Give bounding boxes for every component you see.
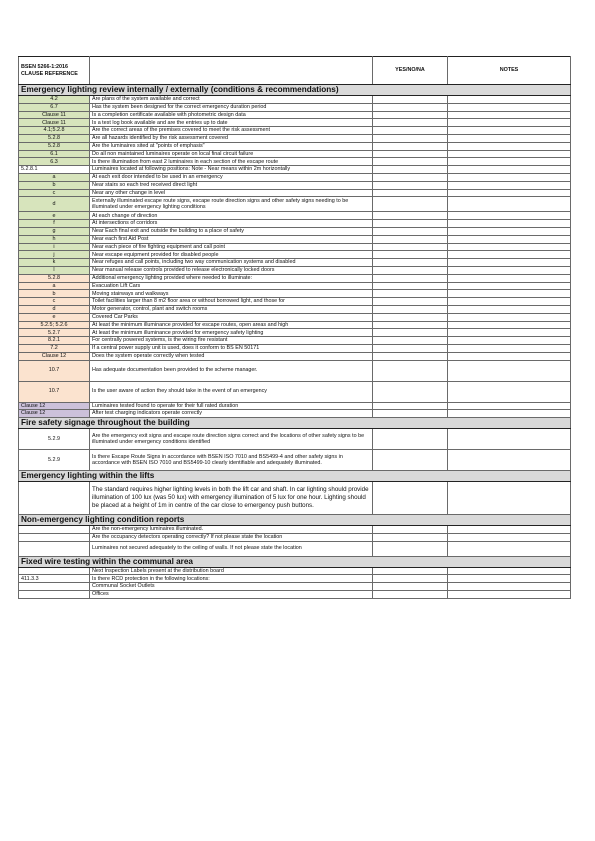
clause-ref: b [19, 290, 90, 298]
checklist-row [19, 282, 571, 290]
check-description: Offices [90, 591, 373, 599]
check-description: If a central power supply unit is used, does it conform to BS EN 50171 [90, 344, 373, 352]
notes-cell[interactable] [448, 158, 571, 166]
clause-ref: e [19, 313, 90, 321]
clause-ref: 5.2.9 [19, 429, 90, 450]
notes-cell[interactable] [448, 103, 571, 111]
clause-ref: 7.2 [19, 344, 90, 352]
checklist-row [19, 266, 571, 274]
yes-no-na-cell[interactable] [373, 158, 448, 166]
check-description: Is a test log book available and are the entries up to date [90, 119, 373, 127]
yes-no-na-cell[interactable] [373, 410, 448, 418]
clause-ref: d [19, 305, 90, 313]
check-description: Luminaires located at following positions: Note - Near means within 2m horizontally [90, 166, 373, 174]
yes-no-na-cell[interactable] [373, 119, 448, 127]
section-title: Non-emergency lighting condition reports [19, 515, 571, 526]
notes-cell[interactable] [448, 127, 571, 135]
checklist-row [19, 298, 571, 306]
checklist-row [19, 575, 571, 583]
yes-no-na-cell[interactable] [373, 352, 448, 360]
notes-cell[interactable] [448, 329, 571, 337]
check-description: For centrally powered systems, is the wiring fire resistant [90, 337, 373, 345]
check-description: At each exit door intended to be used in an emergency [90, 173, 373, 181]
checklist-row [19, 305, 571, 313]
notes-cell[interactable] [448, 290, 571, 298]
notes-cell[interactable] [448, 360, 571, 381]
notes-cell[interactable] [448, 583, 571, 591]
check-description: Near Each final exit and outside the building to a place of safety [90, 227, 373, 235]
check-description: Near each first Aid Post [90, 235, 373, 243]
yes-no-na-cell[interactable] [373, 103, 448, 111]
yes-no-na-cell[interactable] [373, 142, 448, 150]
checklist-row [19, 96, 571, 104]
check-description: Are the occupancy detectors operating correctly? If not please state the location [90, 533, 373, 541]
yes-no-na-cell[interactable] [373, 360, 448, 381]
clause-ref: 5.2.5; 5.2.6 [19, 321, 90, 329]
yes-no-na-cell[interactable] [373, 337, 448, 345]
checklist-row [19, 526, 571, 534]
check-description: Has adequate documentation been provided to the scheme manager. [90, 360, 373, 381]
clause-ref: b [19, 181, 90, 189]
notes-cell[interactable] [448, 189, 571, 197]
notes-cell[interactable] [448, 344, 571, 352]
clause-ref: e [19, 212, 90, 220]
clause-ref: j [19, 251, 90, 259]
checklist-row [19, 142, 571, 150]
yes-no-na-cell[interactable] [373, 266, 448, 274]
yes-no-na-cell[interactable] [373, 450, 448, 471]
check-description: Does the system operate correctly when tested [90, 352, 373, 360]
clause-ref: 5.2.9 [19, 450, 90, 471]
yes-no-na-cell[interactable] [373, 197, 448, 212]
checklist-row [19, 243, 571, 251]
check-description: Covered Car Parks [90, 313, 373, 321]
notes-cell[interactable] [448, 541, 571, 556]
check-description: Is there RCD protection in the following locations: [90, 575, 373, 583]
checklist-row [19, 189, 571, 197]
check-description: Near stairs so each tred received direct light [90, 181, 373, 189]
yes-no-na-cell[interactable] [373, 282, 448, 290]
clause-ref [19, 591, 90, 599]
check-description: Near each piece of fire fighting equipment and call point [90, 243, 373, 251]
check-description: At least the minimum illuminance provided for escape routes, open areas and high [90, 321, 373, 329]
check-description: Moving stairways and walkways [90, 290, 373, 298]
yes-no-na-header: YES/NO/NA [373, 57, 448, 85]
yes-no-na-cell[interactable] [373, 533, 448, 541]
checklist-row [19, 533, 571, 541]
checklist-table [18, 56, 571, 599]
yes-no-na-cell[interactable] [373, 150, 448, 158]
clause-ref: 4.1;5.2.8 [19, 127, 90, 135]
checklist-row [19, 259, 571, 267]
notes-cell[interactable] [448, 197, 571, 212]
clause-ref: l [19, 266, 90, 274]
yes-no-na-cell[interactable] [373, 243, 448, 251]
notes-cell[interactable] [448, 220, 571, 228]
notes-cell[interactable] [448, 181, 571, 189]
clause-ref: Clause 12 [19, 402, 90, 410]
checklist-row [19, 173, 571, 181]
clause-ref: d [19, 197, 90, 212]
notes-cell[interactable] [448, 567, 571, 575]
clause-ref: Clause 11 [19, 111, 90, 119]
checklist-row [19, 402, 571, 410]
yes-no-na-cell[interactable] [373, 482, 448, 515]
clause-ref [19, 533, 90, 541]
yes-no-na-cell[interactable] [373, 235, 448, 243]
yes-no-na-cell[interactable] [373, 166, 448, 174]
clause-ref: Clause 11 [19, 119, 90, 127]
section-header [19, 515, 571, 526]
clause-ref: c [19, 189, 90, 197]
checklist-row [19, 119, 571, 127]
notes-cell[interactable] [448, 410, 571, 418]
section-title: Emergency lighting review internally / externally (conditions & recommendations) [19, 85, 571, 96]
check-description: Are all hazards identified by the risk assessment covered [90, 134, 373, 142]
check-description: Additional emergency lighting provided where needed to illuminate: [90, 274, 373, 282]
checklist-row [19, 111, 571, 119]
notes-cell[interactable] [448, 134, 571, 142]
yes-no-na-cell[interactable] [373, 189, 448, 197]
yes-no-na-cell[interactable] [373, 526, 448, 534]
notes-cell[interactable] [448, 575, 571, 583]
notes-cell[interactable] [448, 402, 571, 410]
check-description: Is there Escape Route Signs in accordance with BSEN ISO 7010 and BS5499-4 and other safety signs in accordance with BSEN ISO 7010 and BS5499-10 clearly identifiable and adequately illuminated. [90, 450, 373, 471]
yes-no-na-cell[interactable] [373, 583, 448, 591]
clause-ref: 5.2.8.1 [19, 166, 90, 174]
clause-ref: a [19, 173, 90, 181]
clause-ref [19, 526, 90, 534]
check-description: Are the correct areas of the premises covered to meet the risk assessment [90, 127, 373, 135]
clause-reference-label: CLAUSE REFERENCE [21, 70, 78, 77]
notes-cell[interactable] [448, 96, 571, 104]
notes-cell[interactable] [448, 227, 571, 235]
check-description: Are the emergency exit signs and escape route direction signs correct and the locations of other safety signs to be illuminated under emergency conditions identified [90, 429, 373, 450]
checklist-row [19, 181, 571, 189]
notes-cell[interactable] [448, 591, 571, 599]
check-description: The standard requires higher lighting levels in both the lift car and shaft. In car lighting should provide illumination of 100 lux (was 50 lux) with emergency illumination of 5 lux for one hour. Lighting should be placed at a height of 1m in centre of the car close to emergency push buttons. [90, 482, 373, 515]
checklist-row [19, 127, 571, 135]
clause-ref: Clause 12 [19, 410, 90, 418]
yes-no-na-cell[interactable] [373, 591, 448, 599]
notes-cell[interactable] [448, 173, 571, 181]
notes-cell[interactable] [448, 305, 571, 313]
yes-no-na-cell[interactable] [373, 227, 448, 235]
notes-cell[interactable] [448, 429, 571, 450]
check-description: Near manual release controls provided to release electronically locked doors [90, 266, 373, 274]
check-description: After test charging indicators operate correctly [90, 410, 373, 418]
check-description: Next Inspection Labels present at the distribution board [90, 567, 373, 575]
check-description: Near escape equipment provided for disabled people [90, 251, 373, 259]
clause-ref: 5.2.8 [19, 274, 90, 282]
notes-cell[interactable] [448, 313, 571, 321]
notes-cell[interactable] [448, 251, 571, 259]
checklist-row [19, 313, 571, 321]
check-description: Luminaires tested found to operate for their full rated duration [90, 402, 373, 410]
notes-header: NOTES [448, 57, 571, 85]
checklist-row [19, 227, 571, 235]
clause-ref: 4.2 [19, 96, 90, 104]
check-description: Do all non maintained luminaires operate on local final circuit failure [90, 150, 373, 158]
checklist-row [19, 321, 571, 329]
checklist-row [19, 274, 571, 282]
section-title: Fire safety signage throughout the building [19, 418, 571, 429]
clause-ref: 10.7 [19, 381, 90, 402]
notes-cell[interactable] [448, 298, 571, 306]
yes-no-na-cell[interactable] [373, 575, 448, 583]
check-description: Motor generator, control, plant and switch rooms [90, 305, 373, 313]
clause-ref [19, 583, 90, 591]
yes-no-na-cell[interactable] [373, 344, 448, 352]
clause-ref: i [19, 243, 90, 251]
clause-ref [19, 567, 90, 575]
yes-no-na-cell[interactable] [373, 220, 448, 228]
checklist-row [19, 450, 571, 471]
section-header [19, 85, 571, 96]
notes-cell[interactable] [448, 259, 571, 267]
header-row [19, 57, 571, 85]
clause-ref: 411.3.3 [19, 575, 90, 583]
notes-cell[interactable] [448, 337, 571, 345]
notes-cell[interactable] [448, 235, 571, 243]
check-description: Luminaires not secured adequately to the ceiling of walls. If not please state the location [90, 541, 373, 556]
notes-cell[interactable] [448, 266, 571, 274]
check-description: Communal Socket Outlets [90, 583, 373, 591]
notes-cell[interactable] [448, 533, 571, 541]
section-header [19, 418, 571, 429]
section-header [19, 556, 571, 567]
clause-ref: 5.2.7 [19, 329, 90, 337]
checklist-row [19, 251, 571, 259]
clause-ref: 8.2.1 [19, 337, 90, 345]
checklist-row [19, 352, 571, 360]
check-description: At each change of direction [90, 212, 373, 220]
yes-no-na-cell[interactable] [373, 181, 448, 189]
yes-no-na-cell[interactable] [373, 313, 448, 321]
checklist-row [19, 150, 571, 158]
yes-no-na-cell[interactable] [373, 329, 448, 337]
clause-ref: h [19, 235, 90, 243]
notes-cell[interactable] [448, 352, 571, 360]
clause-ref: c [19, 298, 90, 306]
notes-cell[interactable] [448, 212, 571, 220]
check-description: Is a completion certificate available with photometric design data [90, 111, 373, 119]
checklist-row [19, 197, 571, 212]
check-description: At least the minimum illuminance provided for emergency safety lighting [90, 329, 373, 337]
notes-cell[interactable] [448, 119, 571, 127]
yes-no-na-cell[interactable] [373, 381, 448, 402]
clause-ref: 6.7 [19, 103, 90, 111]
checklist-row [19, 344, 571, 352]
checklist-row [19, 166, 571, 174]
checklist-row [19, 360, 571, 381]
yes-no-na-cell[interactable] [373, 111, 448, 119]
notes-cell[interactable] [448, 142, 571, 150]
yes-no-na-cell[interactable] [373, 402, 448, 410]
checklist-row [19, 158, 571, 166]
check-description: At intersections of corridors [90, 220, 373, 228]
checklist-row [19, 591, 571, 599]
checklist-row [19, 541, 571, 556]
clause-ref: 6.1 [19, 150, 90, 158]
notes-cell[interactable] [448, 450, 571, 471]
checklist-row [19, 212, 571, 220]
yes-no-na-cell[interactable] [373, 173, 448, 181]
checklist-body [19, 85, 571, 599]
clause-ref: k [19, 259, 90, 267]
clause-ref [19, 541, 90, 556]
section-title: Fixed wire testing within the communal area [19, 556, 571, 567]
check-description: Evacuation Lift Cars [90, 282, 373, 290]
yes-no-na-cell[interactable] [373, 305, 448, 313]
yes-no-na-cell[interactable] [373, 251, 448, 259]
checklist-sheet [18, 56, 570, 599]
notes-cell[interactable] [448, 111, 571, 119]
checklist-row [19, 337, 571, 345]
check-description: Toilet facilities larger than 8 m2 floor area or without borrowed light, and those for [90, 298, 373, 306]
yes-no-na-cell[interactable] [373, 290, 448, 298]
clause-ref: 10.7 [19, 360, 90, 381]
description-header [90, 57, 373, 85]
clause-reference-header [19, 57, 90, 85]
checklist-row [19, 583, 571, 591]
yes-no-na-cell[interactable] [373, 212, 448, 220]
section-title: Emergency lighting within the lifts [19, 471, 571, 482]
check-description: Has the system been designed for the correct emergency duration period [90, 103, 373, 111]
clause-ref: 5.2.8 [19, 142, 90, 150]
notes-cell[interactable] [448, 166, 571, 174]
notes-cell[interactable] [448, 381, 571, 402]
notes-cell[interactable] [448, 482, 571, 515]
notes-cell[interactable] [448, 274, 571, 282]
clause-ref: f [19, 220, 90, 228]
checklist-row [19, 381, 571, 402]
checklist-row [19, 235, 571, 243]
yes-no-na-cell[interactable] [373, 541, 448, 556]
section-header [19, 471, 571, 482]
check-description: Are the non-emergency luminaires illuminated. [90, 526, 373, 534]
checklist-row [19, 329, 571, 337]
check-description: Are plans of the system available and correct [90, 96, 373, 104]
yes-no-na-cell[interactable] [373, 274, 448, 282]
notes-cell[interactable] [448, 321, 571, 329]
checklist-row [19, 482, 571, 515]
yes-no-na-cell[interactable] [373, 96, 448, 104]
check-description: Near any other change in level [90, 189, 373, 197]
checklist-row [19, 134, 571, 142]
clause-ref: g [19, 227, 90, 235]
clause-ref: 5.2.8 [19, 134, 90, 142]
check-description: Are the luminaires sited at "points of emphasis" [90, 142, 373, 150]
check-description: Is the user aware of action they should take in the event of an emergency [90, 381, 373, 402]
checklist-row [19, 410, 571, 418]
yes-no-na-cell[interactable] [373, 321, 448, 329]
checklist-row [19, 220, 571, 228]
check-description: Near refuges and call points, including two way communication systems and disabled [90, 259, 373, 267]
yes-no-na-cell[interactable] [373, 127, 448, 135]
checklist-row [19, 290, 571, 298]
yes-no-na-cell[interactable] [373, 298, 448, 306]
yes-no-na-cell[interactable] [373, 134, 448, 142]
clause-ref: a [19, 282, 90, 290]
clause-ref: Clause 12 [19, 352, 90, 360]
notes-cell[interactable] [448, 243, 571, 251]
notes-cell[interactable] [448, 150, 571, 158]
yes-no-na-cell[interactable] [373, 567, 448, 575]
checklist-row [19, 567, 571, 575]
checklist-row [19, 429, 571, 450]
yes-no-na-cell[interactable] [373, 429, 448, 450]
checklist-row [19, 103, 571, 111]
check-description: Externally illuminated escape route signs, escape route direction signs and other safety signs needing to be illuminated under emergency lighting conditions [90, 197, 373, 212]
notes-cell[interactable] [448, 282, 571, 290]
clause-ref [19, 482, 90, 515]
yes-no-na-cell[interactable] [373, 259, 448, 267]
notes-cell[interactable] [448, 526, 571, 534]
check-description: Is there illumination from east 2 luminaires in each section of the escape route [90, 158, 373, 166]
standard-label: BSEN 5266-1:2016 [21, 64, 69, 71]
clause-ref: 6.3 [19, 158, 90, 166]
